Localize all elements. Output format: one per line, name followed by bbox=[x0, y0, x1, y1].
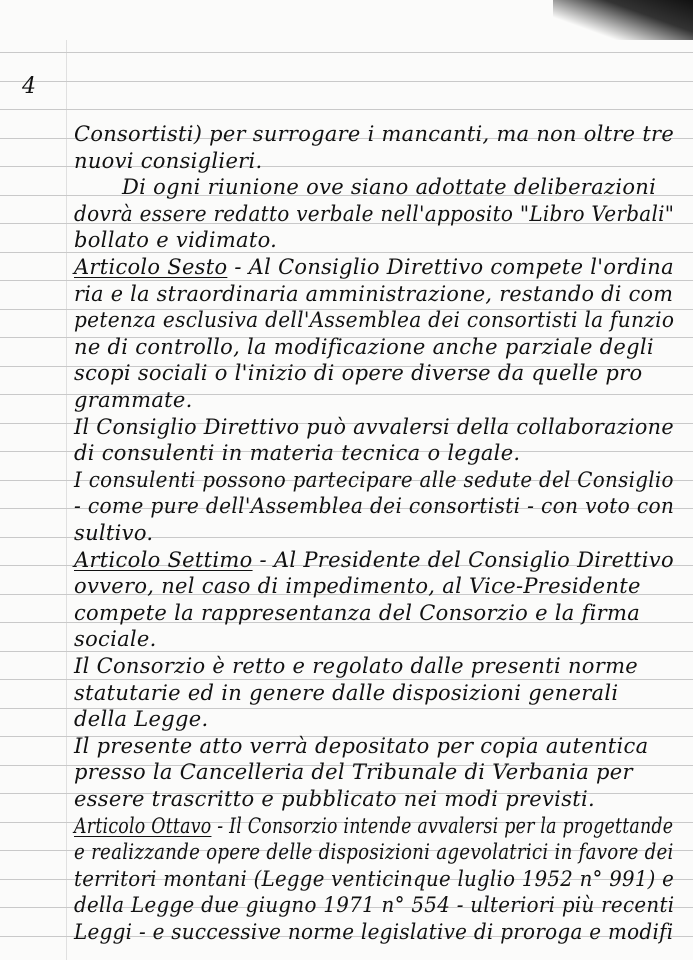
text-line bbox=[74, 601, 640, 625]
text-line bbox=[74, 361, 642, 385]
line-text: - Al Consiglio Direttivo compete l'ordina bbox=[227, 255, 674, 279]
text-line bbox=[74, 760, 633, 784]
text-line bbox=[74, 627, 157, 651]
ruled-line bbox=[0, 109, 693, 110]
line-text: Il Consiglio Direttivo può avvalersi della collaborazione bbox=[74, 414, 674, 439]
text-line bbox=[74, 893, 674, 917]
line-text: compete la rappresentanza del Consorzio e la firma bbox=[74, 600, 641, 625]
line-text: presso la Cancelleria del Tribunale di Verbania per bbox=[74, 760, 633, 785]
line-text: - Al Presidente del Consiglio Direttivo bbox=[252, 547, 674, 572]
line-text: Il presente atto verrà depositato per copia autentica bbox=[74, 733, 649, 758]
line-text: ovvero, nel caso di impedimento, al Vice-Presidente bbox=[74, 574, 641, 599]
text-line bbox=[74, 707, 208, 731]
line-text: ria e la straordinaria amministrazione, restando di com bbox=[74, 281, 674, 306]
line-text: di consulenti in materia tecnica o legale. bbox=[74, 441, 521, 466]
text-line bbox=[74, 441, 520, 465]
text-line bbox=[74, 149, 263, 173]
text-line bbox=[74, 494, 674, 518]
text-line bbox=[74, 734, 648, 758]
text-line bbox=[74, 282, 673, 306]
line-text: grammate. bbox=[74, 388, 193, 412]
text-line bbox=[122, 175, 656, 199]
text-line bbox=[74, 867, 674, 891]
text-line bbox=[74, 468, 674, 492]
article-heading: Articolo Ottavo bbox=[74, 813, 212, 838]
article-heading: Articolo Sesto bbox=[74, 255, 228, 279]
article-line bbox=[74, 814, 673, 838]
text-line bbox=[74, 415, 674, 439]
line-text: della Legge. bbox=[74, 707, 209, 732]
text-line bbox=[74, 308, 674, 332]
text-line bbox=[74, 335, 654, 359]
text-line bbox=[74, 122, 674, 146]
line-text: petenza esclusiva dell'Assemblea dei consortisti la funzio bbox=[74, 308, 675, 333]
text-line bbox=[74, 202, 674, 226]
line-text: e realizzande opere delle disposizioni agevolatrici in favore dei bbox=[74, 840, 674, 865]
text-line bbox=[74, 654, 638, 678]
text-line bbox=[74, 840, 674, 864]
line-text: bollato e vidimato. bbox=[74, 228, 278, 253]
line-text: Di ogni riunione ove siano adottate deliberazioni bbox=[122, 175, 657, 200]
line-text: sociale. bbox=[74, 627, 157, 652]
article-line bbox=[74, 255, 674, 279]
ruled-line bbox=[0, 81, 693, 82]
line-text: scopi sociali o l'inizio di opere diverse da quelle pro bbox=[74, 361, 643, 386]
line-text: Leggi - e successive norme legislative di proroga e modifi bbox=[74, 920, 674, 944]
page-number: 4 bbox=[22, 74, 36, 99]
line-text: Il Consorzio è retto e regolato dalle presenti norme bbox=[74, 654, 639, 678]
text-line bbox=[74, 388, 193, 412]
line-text: Consortisti) per surrogare i mancanti, ma non oltre tre bbox=[74, 122, 675, 146]
text-line bbox=[74, 521, 153, 545]
text-line bbox=[74, 920, 673, 944]
line-text: I consulenti possono partecipare alle sedute del Consiglio bbox=[74, 467, 674, 492]
line-text: sultivo. bbox=[74, 521, 154, 545]
line-text: statutarie ed in genere dalle disposizioni generali bbox=[74, 680, 619, 705]
line-text: dovrà essere redatto verbale nell'apposito "Libro Verbali" bbox=[74, 201, 675, 226]
text-line bbox=[74, 787, 595, 811]
line-text: territori montani (Legge venticinque luglio 1952 n° 991) e bbox=[74, 866, 675, 891]
line-text: essere trascritto e pubblicato nei modi previsti. bbox=[74, 787, 595, 811]
text-line bbox=[74, 228, 277, 252]
article-heading: Articolo Settimo bbox=[74, 547, 253, 572]
line-text: ne di controllo, la modificazione anche parziale degli bbox=[74, 334, 654, 359]
ruled-line bbox=[0, 52, 693, 53]
scan-shadow bbox=[553, 0, 693, 40]
text-line bbox=[74, 681, 618, 705]
text-line bbox=[74, 574, 641, 598]
article-line bbox=[74, 548, 674, 572]
line-text: della Legge due giugno 1971 n° 554 - ulteriori più recenti bbox=[74, 893, 675, 918]
line-text: nuovi consiglieri. bbox=[74, 148, 263, 173]
line-text: - Il Consorzio intende avvalersi per la progettande bbox=[211, 813, 674, 838]
line-text: - come pure dell'Assemblea dei consortisti - con voto con bbox=[74, 494, 675, 519]
